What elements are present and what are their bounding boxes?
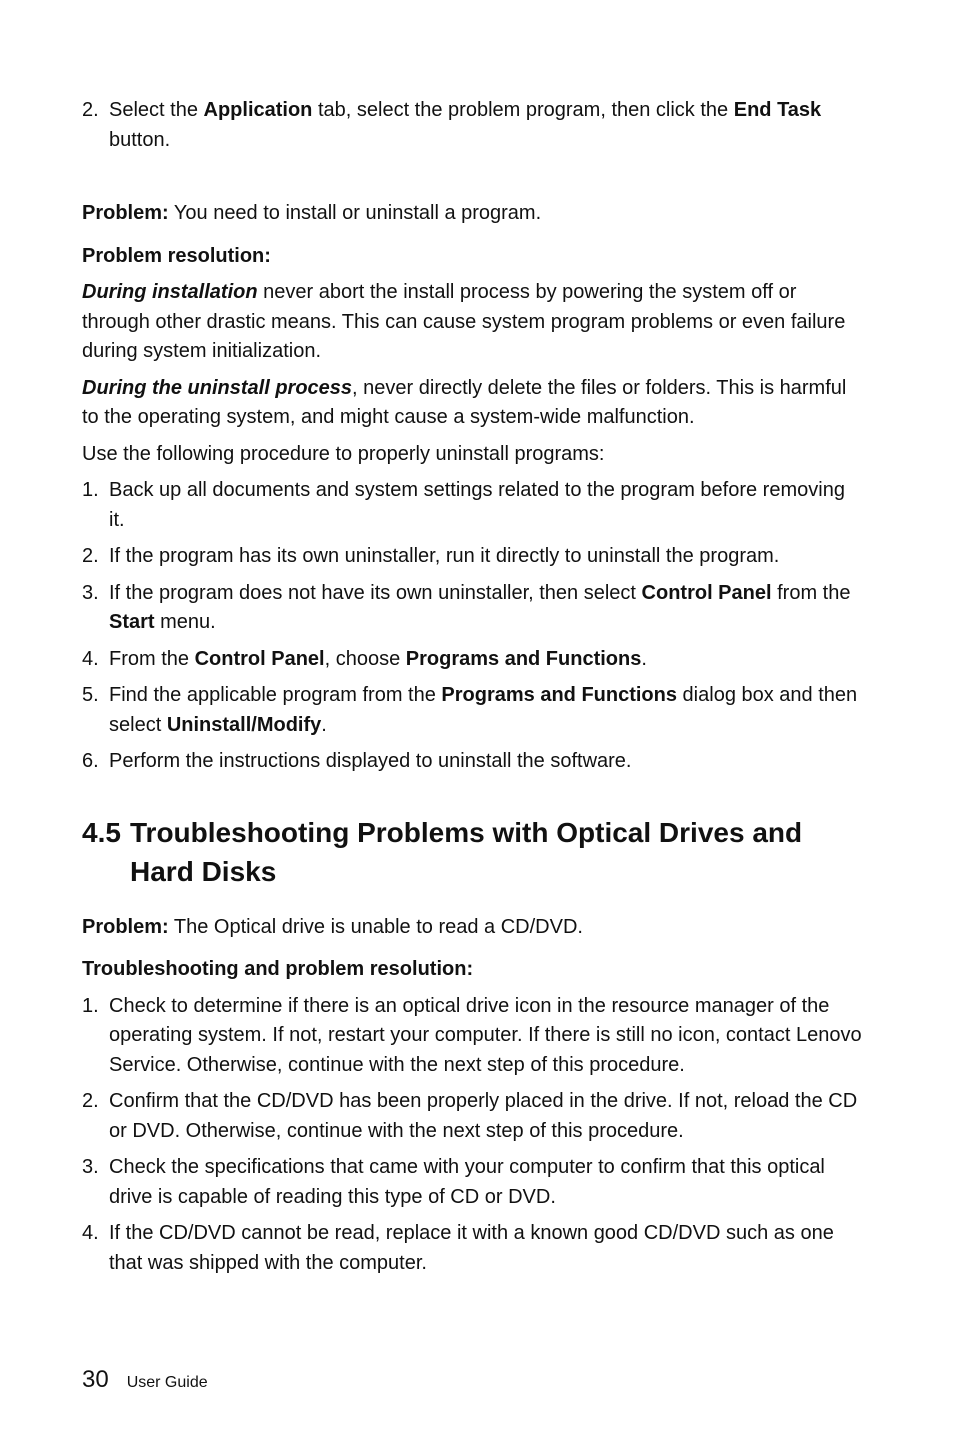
list-item: 2. Select the Application tab, select the problem program, then click the End Task button. — [82, 96, 862, 155]
list-item: 4. If the CD/DVD cannot be read, replace it with a known good CD/DVD such as one that was shipped with the computer. — [82, 1222, 834, 1274]
list-item: 6. Perform the instructions displayed to uninstall the software. — [82, 750, 632, 772]
list-item: 1. Check to determine if there is an optical drive icon in the resource manager of the operating system. If not, restart your computer. If there is still no icon, contact Lenovo Service. Otherwise, continue with the next step of this procedure. — [82, 994, 862, 1076]
list-item: 3. If the program does not have its own uninstaller, then select Control Panel from the Start menu. — [82, 581, 851, 633]
section-number: 4.5 — [82, 816, 121, 848]
page-number: 30 — [82, 1366, 109, 1393]
application-tab-term: Application — [203, 99, 313, 121]
resolution-heading: Troubleshooting and problem resolution: — [82, 958, 474, 980]
page-content — [82, 96, 862, 1278]
list-item: 3. Check the specifications that came with your computer to confirm that this optical drive is capable of reading this type of CD or DVD. — [82, 1156, 825, 1208]
list-item: 2. If the program has its own uninstaller, run it directly to uninstall the program. — [82, 545, 780, 567]
list-item: 5. Find the applicable program from the Programs and Functions dialog box and then select Uninstall/Modify. — [82, 684, 858, 736]
list-item: 1. Back up all documents and system settings related to the program before removing it. — [82, 479, 845, 531]
document-title: User Guide — [126, 1374, 208, 1391]
section-title: Troubleshooting Problems with Optical Drives and Hard Disks — [130, 816, 803, 887]
uninstall-paragraph: During the uninstall process, never directly delete the files or folders. This is harmful to the operating system, and might cause a system-wide malfunction. — [82, 376, 847, 428]
resolution-heading: Problem resolution: — [82, 244, 271, 267]
optical-drive-steps — [82, 992, 862, 1279]
problem-statement: Problem: The Optical drive is unable to read a CD/DVD. — [82, 915, 583, 938]
problem-statement: Problem: You need to install or uninstall a program. — [82, 202, 542, 224]
uninstall-steps — [82, 476, 862, 777]
list-item: 4. From the Control Panel, choose Programs and Functions. — [82, 647, 647, 670]
list-item: 2. Confirm that the CD/DVD has been properly placed in the drive. If not, reload the CD or DVD. Otherwise, continue with the next step of this procedure. — [82, 1090, 858, 1142]
problem-label: Problem: — [82, 202, 169, 224]
list-number: 2. — [82, 99, 99, 121]
installation-paragraph: During installation never abort the install process by powering the system off or through other drastic means. This can cause system program problems or even failure during system initialization. — [82, 281, 846, 362]
end-task-list — [82, 96, 862, 155]
page-footer — [82, 1366, 208, 1394]
procedure-intro: Use the following procedure to properly uninstall programs: — [82, 442, 605, 465]
end-task-term: End Task — [733, 99, 822, 121]
section-heading — [82, 813, 862, 891]
